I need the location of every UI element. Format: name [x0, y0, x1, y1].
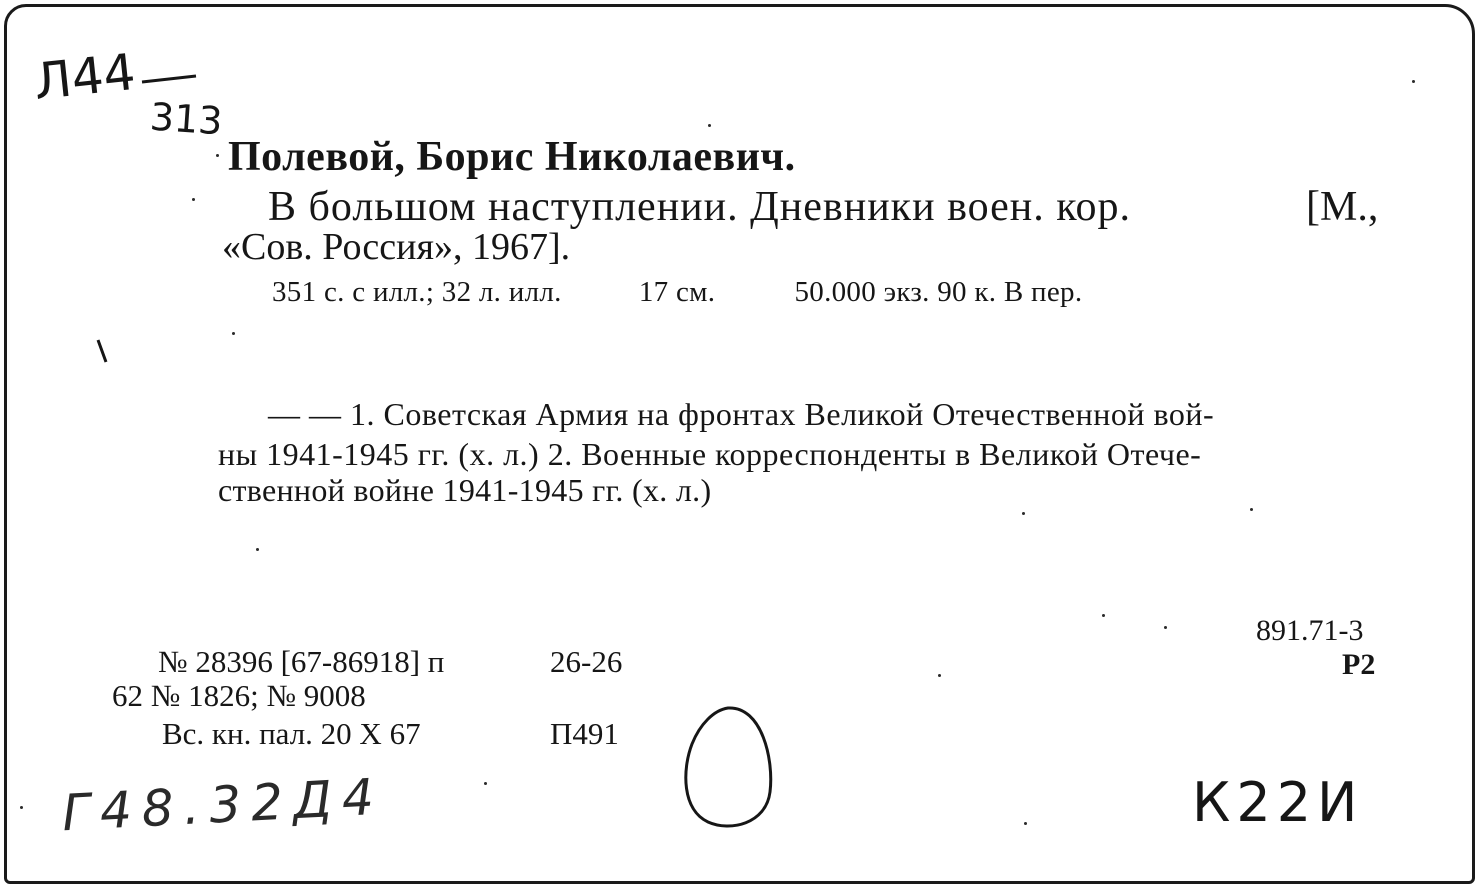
- printing-line-3-left: Вс. кн. пал. 20 X 67: [162, 716, 421, 751]
- speck: [938, 674, 941, 677]
- printing-line-1-right: 26-26: [550, 644, 623, 679]
- collation-print-run: 50.000 экз. 90 к. В пер.: [794, 276, 1083, 308]
- speck: [1164, 626, 1167, 629]
- speck: [1250, 508, 1253, 511]
- speck: [1102, 614, 1105, 617]
- subject-line-3: ственной войне 1941-1945 гг. (х. л.): [218, 472, 712, 508]
- speck: [216, 154, 219, 157]
- collation-pages: 351 с. с илл.; 32 л. илл.: [272, 276, 562, 308]
- subject-line-2: ны 1941-1945 гг. (х. л.) 2. Военные корреспонденты в Великой Отече-: [218, 436, 1202, 472]
- speck: [708, 124, 711, 127]
- handwritten-code: К22И: [1192, 771, 1364, 834]
- speck: [256, 548, 259, 551]
- speck: [20, 806, 23, 809]
- collation-line: [272, 278, 1082, 307]
- shelfmark-top: Л44: [31, 42, 138, 112]
- speck: [1412, 80, 1415, 83]
- speck: [1022, 512, 1025, 515]
- speck: [232, 332, 235, 335]
- printing-line-1-left: № 28396 [67-86918] п: [158, 644, 445, 679]
- speck: [484, 782, 487, 785]
- printing-line-3-right: П491: [550, 716, 619, 751]
- collation-size: 17 см.: [638, 276, 716, 308]
- shelfmark-sub: 313: [148, 94, 224, 144]
- imprint-line: «Сов. Россия», 1967].: [222, 226, 571, 268]
- title-line-1-tail: [М.,: [1306, 184, 1379, 230]
- speck: [192, 198, 195, 201]
- printing-line-2: 62 № 1826; № 9008: [112, 678, 366, 713]
- author-heading: Полевой, Борис Николаевич.: [228, 134, 796, 180]
- title-line-1: В большом наступлении. Дневники воен. кор.: [268, 184, 1132, 230]
- speck: [1024, 822, 1027, 825]
- subject-line-1: — — 1. Советская Армия на фронтах Великой Отечественной вой-: [268, 396, 1215, 432]
- handwritten-inventory: Г48.32Д4: [60, 767, 386, 843]
- hand-drawn-oval: [670, 700, 790, 840]
- classification-mark: Р2: [1342, 648, 1376, 681]
- classification-code: 891.71-3: [1256, 614, 1364, 647]
